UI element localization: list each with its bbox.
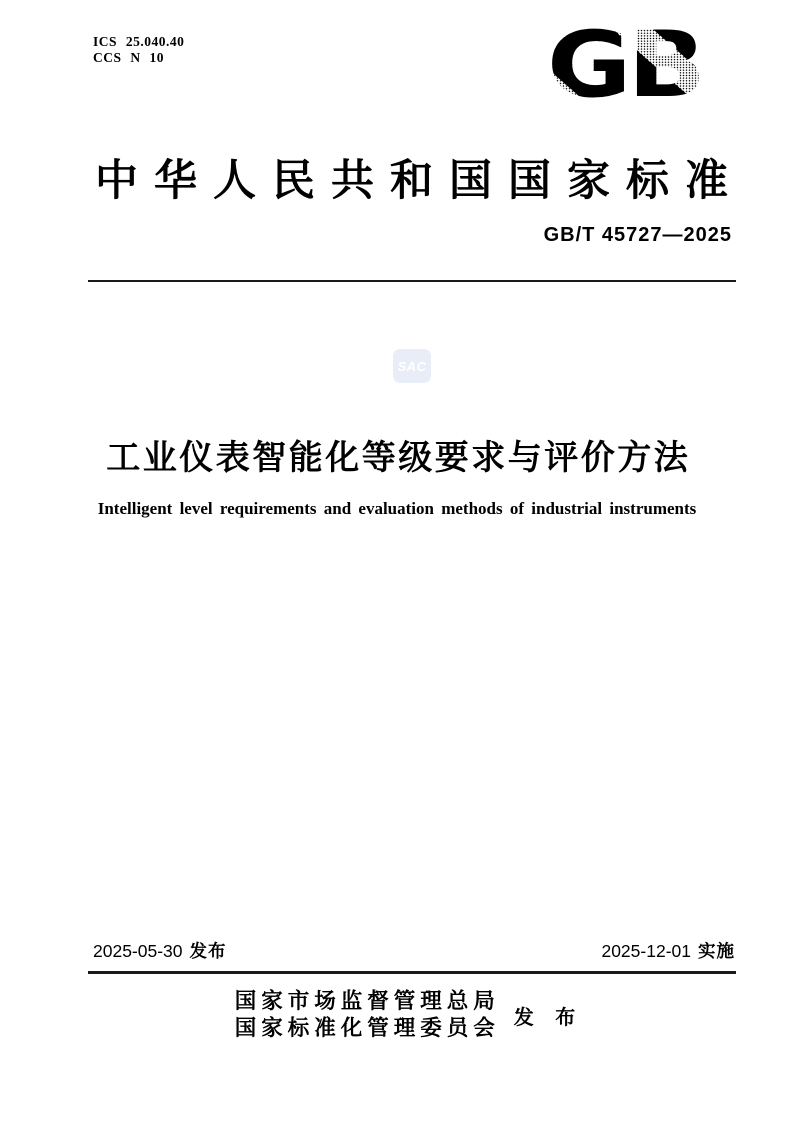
issue-date: 2025-05-30 — [93, 941, 183, 961]
implement-date: 2025-12-01 — [601, 941, 691, 961]
publisher-line2: 国家标准化管理委员会 — [234, 1016, 500, 1040]
sac-watermark — [393, 349, 431, 383]
document-title-chinese: 工业仪表智能化等级要求与评价方法 — [106, 439, 691, 477]
publisher-line1: 国家市场监督管理总局 — [234, 989, 500, 1013]
standard-number: GB/T 45727—2025 — [543, 224, 732, 246]
publish-label: 发 布 — [513, 1006, 584, 1029]
publisher-names — [235, 988, 500, 1042]
gb-logo: GB — [546, 12, 702, 119]
implement-date-group — [601, 938, 735, 963]
classification-codes — [93, 34, 184, 66]
top-rule — [88, 280, 736, 282]
issue-date-group — [93, 938, 227, 963]
masthead-title: 中华人民共和国国家标准 — [95, 158, 744, 205]
dates-row — [93, 938, 735, 963]
ics-code: ICS 25.040.40 — [93, 34, 185, 49]
bottom-rule — [88, 971, 736, 974]
implement-label: 实施 — [698, 941, 735, 961]
publisher-block — [12, 988, 794, 1042]
issue-label: 发布 — [189, 941, 227, 961]
document-title-english: Intelligent level requirements and evaluation methods of industrial instruments — [97, 499, 697, 518]
ccs-code: CCS N 10 — [93, 50, 165, 65]
sac-watermark-text: SAC — [397, 358, 427, 374]
